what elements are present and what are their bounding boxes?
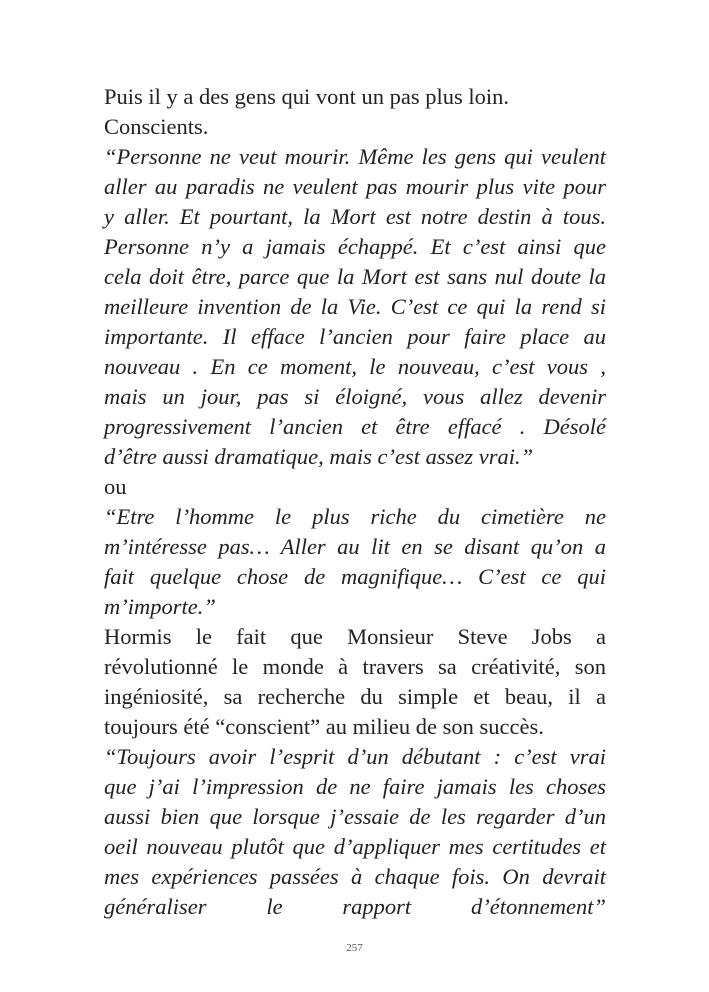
text-line: Personne n’y a jamais échappé. Et c’est ainsi que — [104, 234, 606, 259]
text-line: Conscients. — [104, 114, 209, 139]
quote-paragraph — [104, 142, 606, 472]
text-line: m’intéresse pas… Aller au lit en se disant qu’on a — [104, 534, 606, 559]
text-line: importante. Il efface l’ancien pour faire place au — [104, 324, 606, 349]
text-line: cela doit être, parce que la Mort est sans nul doute la — [104, 264, 606, 289]
text-line: Puis il y a des gens qui vont un pas plus loin. — [104, 84, 509, 109]
text-line: ingéniosité, sa recherche du simple et beau, il a — [104, 684, 606, 709]
text-line: que j’ai l’impression de ne faire jamais les choses — [104, 774, 606, 799]
text-line: “Personne ne veut mourir. Même les gens qui veulent — [104, 144, 606, 169]
page-number: 257 — [346, 942, 363, 954]
quote-paragraph — [104, 502, 606, 622]
text-line: oeil nouveau plutôt que d’appliquer mes certitudes et — [104, 834, 606, 859]
text-line: “Etre l’homme le plus riche du cimetière ne — [104, 504, 606, 529]
text-line: toujours été “conscient” au milieu de son succès. — [104, 714, 544, 739]
text-line: fait quelque chose de magnifique… C’est ce qui — [104, 564, 606, 589]
text-line: aussi bien que lorsque j’essaie de les regarder d’un — [104, 804, 606, 829]
body-paragraph — [104, 472, 606, 502]
quote-paragraph — [104, 742, 606, 922]
text-line: “Toujours avoir l’esprit d’un débutant : c’est vrai — [104, 744, 606, 769]
text-line: nouveau . En ce moment, le nouveau, c’est vous , — [104, 354, 606, 379]
text-line: aller au paradis ne veulent pas mourir plus vite pour — [104, 174, 606, 199]
text-line: progressivement l’ancien et être effacé . Désolé — [104, 414, 606, 439]
text-line: y aller. Et pourtant, la Mort est notre destin à tous. — [104, 204, 606, 229]
text-line: d’être aussi dramatique, mais c’est assez vrai.” — [104, 444, 534, 469]
text-line: révolutionné le monde à travers sa créativité, son — [104, 654, 606, 679]
text-line: mes expériences passées à chaque fois. On devrait — [104, 864, 606, 889]
text-line: mais un jour, pas si éloigné, vous allez devenir — [104, 384, 606, 409]
text-line: généraliser le rapport d’étonnement” — [104, 894, 606, 919]
body-paragraph — [104, 82, 606, 142]
text-line: m’importe.” — [104, 594, 216, 619]
page-body — [104, 82, 606, 922]
text-line: Hormis le fait que Monsieur Steve Jobs a — [104, 624, 606, 649]
text-line: ou — [104, 474, 127, 499]
text-line: meilleure invention de la Vie. C’est ce qui la rend si — [104, 294, 606, 319]
body-paragraph — [104, 622, 606, 742]
